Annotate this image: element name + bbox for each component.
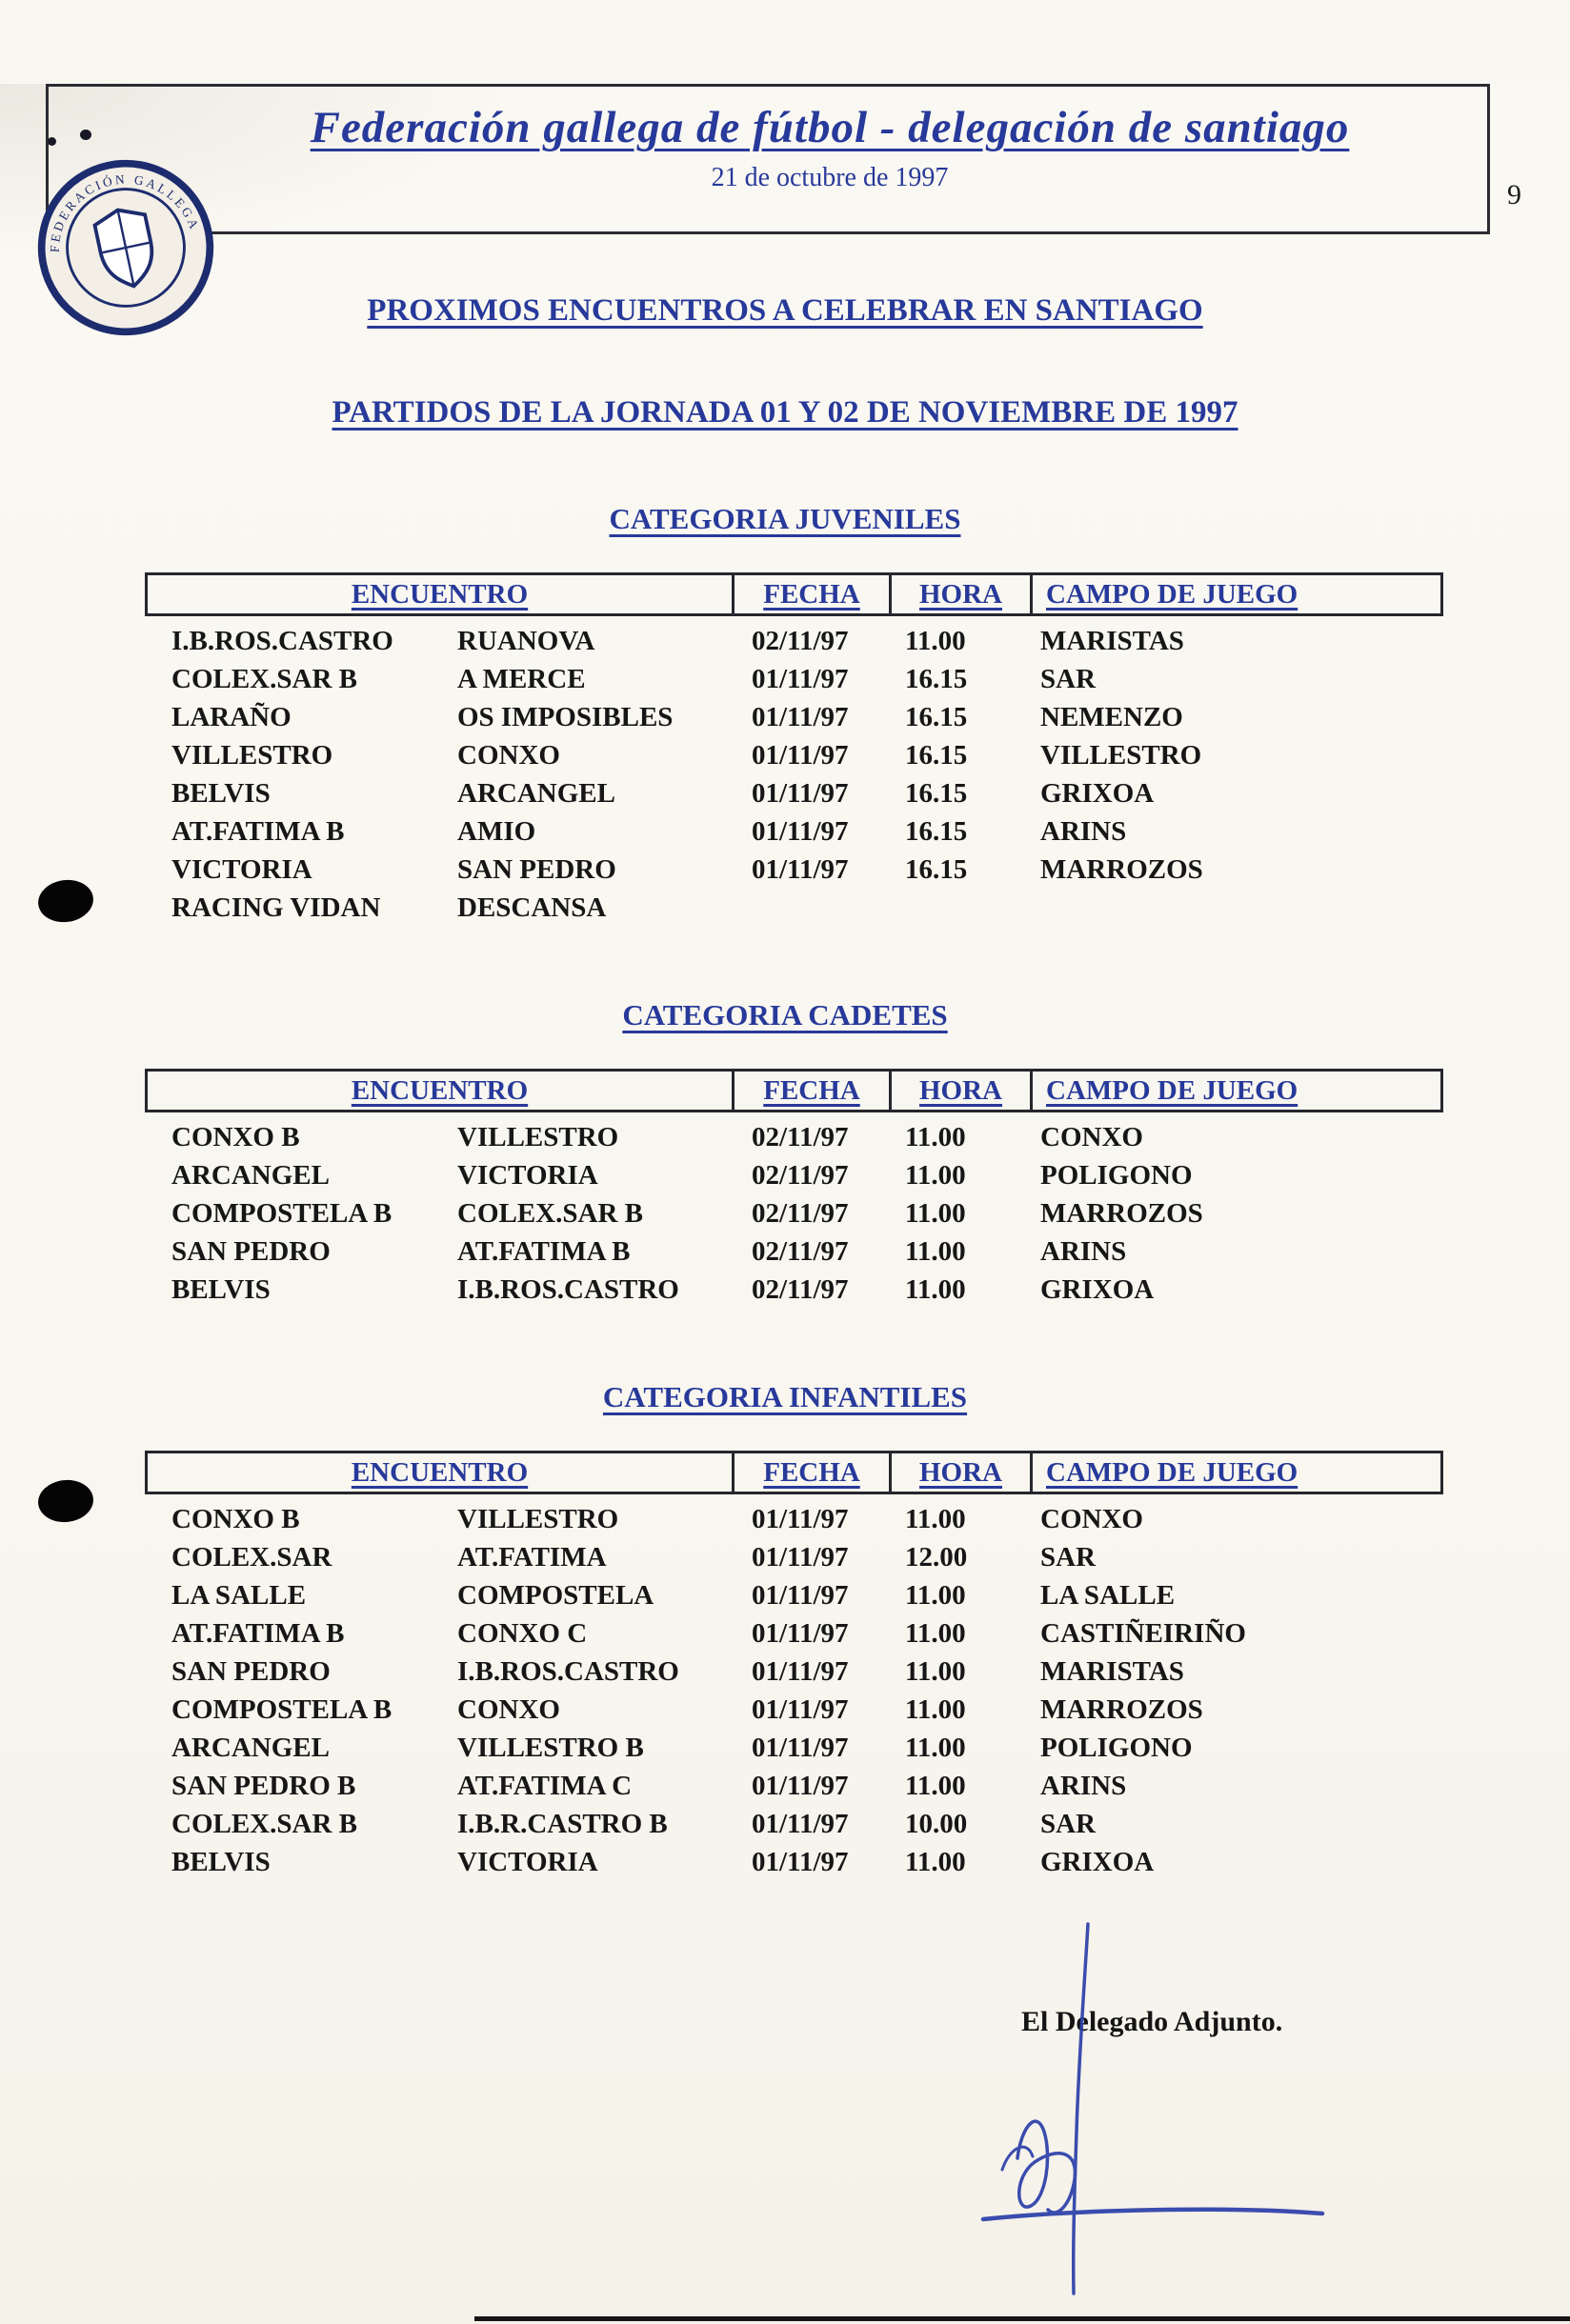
document-title: PROXIMOS ENCUENTROS A CELEBRAR EN SANTIAGO <box>367 293 1203 328</box>
org-title: Federación gallega de fútbol - delegación de santiago <box>310 103 1350 152</box>
table-row <box>145 1576 1443 1614</box>
table-cell: SAN PEDRO <box>171 1235 331 1267</box>
table-cell: SAN PEDRO <box>171 1655 331 1687</box>
table-cell: ARCANGEL <box>171 1732 330 1763</box>
table-cell: 11.00 <box>905 1732 966 1763</box>
table-cell: 02/11/97 <box>752 1159 849 1191</box>
table-cell: ARINS <box>1040 815 1127 847</box>
table-cell: VILLESTRO <box>457 1503 619 1534</box>
table-cell: RUANOVA <box>457 625 595 656</box>
table-cell: 01/11/97 <box>752 1693 849 1725</box>
table-cell: COMPOSTELA B <box>171 1197 392 1229</box>
col-header-hora: HORA <box>889 1453 1030 1492</box>
table-cell: RACING VIDAN <box>171 892 381 923</box>
table-row <box>145 1729 1443 1767</box>
table-cell: 11.00 <box>905 1503 966 1534</box>
table-cell: I.B.ROS.CASTRO <box>171 625 393 656</box>
table-cell: 01/11/97 <box>752 815 849 847</box>
table-row <box>145 889 1443 927</box>
col-header-encuentro: ENCUENTRO <box>351 578 529 610</box>
col-header-campo: CAMPO DE JUEGO <box>1030 1072 1440 1110</box>
table-row <box>145 698 1443 736</box>
table-cell: 01/11/97 <box>752 1846 849 1877</box>
table-cell: 16.15 <box>905 815 968 847</box>
table-cell: MARROZOS <box>1040 853 1203 885</box>
table-cell: AT.FATIMA B <box>457 1235 631 1267</box>
table-cell: 11.00 <box>905 1197 966 1229</box>
table-cell: 11.00 <box>905 1579 966 1611</box>
table-body <box>145 616 1443 927</box>
table-cell: AT.FATIMA <box>457 1541 607 1573</box>
table-cell: 01/11/97 <box>752 1579 849 1611</box>
table-cell: GRIXOA <box>1040 1273 1155 1305</box>
category-sections <box>0 502 1570 1881</box>
document-subtitle: PARTIDOS DE LA JORNADA 01 Y 02 DE NOVIEMBRE DE 1997 <box>332 395 1238 430</box>
table-cell: 10.00 <box>905 1808 968 1839</box>
table-cell: 16.15 <box>905 663 968 694</box>
table-cell: GRIXOA <box>1040 777 1155 809</box>
table-cell: POLIGONO <box>1040 1159 1193 1191</box>
table-cell: CONXO C <box>457 1617 588 1649</box>
table-body <box>145 1112 1443 1309</box>
table-cell: 11.00 <box>905 1655 966 1687</box>
table-cell: 11.00 <box>905 1617 966 1649</box>
table-cell: DESCANSA <box>457 892 607 923</box>
table-cell: OS IMPOSIBLES <box>457 701 674 732</box>
table-cell: 11.00 <box>905 1235 966 1267</box>
scan-edge-line <box>474 2316 1570 2321</box>
table-row <box>145 1500 1443 1538</box>
table-cell: 11.00 <box>905 1846 966 1877</box>
table-row <box>145 736 1443 774</box>
table-cell: 01/11/97 <box>752 1503 849 1534</box>
federation-stamp-icon <box>17 139 234 356</box>
logo-ring-text: FEDERACIÓN GALLEGA <box>47 171 203 253</box>
table-cell: VILLESTRO <box>457 1121 619 1152</box>
table-cell: 16.15 <box>905 777 968 809</box>
table-cell: 01/11/97 <box>752 1617 849 1649</box>
table-cell: 02/11/97 <box>752 1197 849 1229</box>
table-header-row <box>145 1069 1443 1112</box>
col-header-campo: CAMPO DE JUEGO <box>1030 575 1440 613</box>
col-header-hora: HORA <box>889 575 1030 613</box>
table-row <box>145 1271 1443 1309</box>
signature-label: El Delegado Adjunto. <box>1021 2006 1283 2037</box>
table-cell: 16.15 <box>905 701 968 732</box>
table-row <box>145 1232 1443 1271</box>
col-header-encuentro: ENCUENTRO <box>351 1456 529 1488</box>
table-row <box>145 1805 1443 1843</box>
col-header-fecha: FECHA <box>732 1072 889 1110</box>
table-cell: CONXO B <box>171 1121 300 1152</box>
table-cell: LARAÑO <box>171 701 292 732</box>
table-cell: I.B.R.CASTRO B <box>457 1808 668 1839</box>
table-cell: COLEX.SAR B <box>171 1808 357 1839</box>
table-cell: A MERCE <box>457 663 586 694</box>
table-cell: ARINS <box>1040 1235 1127 1267</box>
table-cell: MARROZOS <box>1040 1197 1203 1229</box>
category-section <box>0 998 1570 1309</box>
signature-ink <box>943 1922 1372 2298</box>
table-cell: 11.00 <box>905 1693 966 1725</box>
table-cell: VILLESTRO B <box>457 1732 644 1763</box>
signature-block <box>943 1922 1372 2298</box>
table-cell: AMIO <box>457 815 536 847</box>
table-cell: I.B.ROS.CASTRO <box>457 1273 679 1305</box>
table-body <box>145 1494 1443 1881</box>
table-row <box>145 812 1443 851</box>
table-header-row <box>145 572 1443 616</box>
table-row <box>145 622 1443 660</box>
category-section <box>0 1380 1570 1881</box>
table-cell: 01/11/97 <box>752 663 849 694</box>
table-cell: SAR <box>1040 1808 1097 1839</box>
category-section <box>0 502 1570 927</box>
table-cell: 01/11/97 <box>752 1732 849 1763</box>
table-cell: ARCANGEL <box>171 1159 330 1191</box>
table-row <box>145 1691 1443 1729</box>
table-cell: 01/11/97 <box>752 1541 849 1573</box>
table-cell: SAN PEDRO <box>457 853 616 885</box>
table-row <box>145 1767 1443 1805</box>
table-cell: 01/11/97 <box>752 1655 849 1687</box>
table-cell: 11.00 <box>905 625 966 656</box>
table-cell: AT.FATIMA C <box>457 1770 633 1801</box>
ink-speck <box>80 130 91 140</box>
ink-speck <box>48 137 56 146</box>
table-cell: LA SALLE <box>171 1579 307 1611</box>
table-cell: COLEX.SAR B <box>457 1197 643 1229</box>
table-row <box>145 1843 1443 1881</box>
table-row <box>145 660 1443 698</box>
table-cell: 01/11/97 <box>752 1770 849 1801</box>
table-cell: 02/11/97 <box>752 1235 849 1267</box>
table-cell: VILLESTRO <box>1040 739 1202 771</box>
table-row <box>145 1118 1443 1156</box>
table-cell: VILLESTRO <box>171 739 333 771</box>
header-box <box>46 84 1490 234</box>
table-cell: COLEX.SAR B <box>171 663 357 694</box>
table-cell: VICTORIA <box>171 853 312 885</box>
fixtures-table <box>145 1451 1443 1881</box>
table-row <box>145 1614 1443 1653</box>
table-row <box>145 774 1443 812</box>
table-cell: CASTIÑEIRIÑO <box>1040 1617 1246 1649</box>
table-cell: CONXO <box>1040 1121 1143 1152</box>
section-title: CATEGORIA JUVENILES <box>609 502 961 535</box>
table-cell: POLIGONO <box>1040 1732 1193 1763</box>
table-cell: 11.00 <box>905 1121 966 1152</box>
table-cell: 01/11/97 <box>752 701 849 732</box>
table-row <box>145 1194 1443 1232</box>
table-cell: BELVIS <box>171 1846 271 1877</box>
table-row <box>145 1538 1443 1576</box>
table-row <box>145 851 1443 889</box>
col-header-fecha: FECHA <box>732 1453 889 1492</box>
table-row <box>145 1653 1443 1691</box>
header-date: 21 de octubre de 1997 <box>711 163 949 192</box>
table-cell: BELVIS <box>171 777 271 809</box>
table-cell: 01/11/97 <box>752 739 849 771</box>
table-cell: CONXO <box>457 739 560 771</box>
section-title: CATEGORIA INFANTILES <box>602 1380 968 1413</box>
table-cell: CONXO <box>1040 1503 1143 1534</box>
table-cell: CONXO B <box>171 1503 300 1534</box>
fixtures-table <box>145 1069 1443 1309</box>
table-cell: 11.00 <box>905 1159 966 1191</box>
table-cell: 11.00 <box>905 1770 966 1801</box>
table-cell: NEMENZO <box>1040 701 1183 732</box>
table-cell: 01/11/97 <box>752 853 849 885</box>
table-cell: 02/11/97 <box>752 1273 849 1305</box>
table-cell: 12.00 <box>905 1541 968 1573</box>
page-number: 9 <box>1507 179 1521 210</box>
table-cell: 02/11/97 <box>752 625 849 656</box>
table-cell: COMPOSTELA B <box>171 1693 392 1725</box>
table-cell: 16.15 <box>905 739 968 771</box>
col-header-campo: CAMPO DE JUEGO <box>1030 1453 1440 1492</box>
col-header-hora: HORA <box>889 1072 1030 1110</box>
fixtures-table <box>145 572 1443 927</box>
col-header-encuentro: ENCUENTRO <box>351 1074 529 1106</box>
table-cell: 01/11/97 <box>752 777 849 809</box>
table-cell: 16.15 <box>905 853 968 885</box>
table-cell: SAR <box>1040 1541 1097 1573</box>
table-cell: VICTORIA <box>457 1159 598 1191</box>
table-cell: BELVIS <box>171 1273 271 1305</box>
table-cell: MARISTAS <box>1040 1655 1184 1687</box>
table-cell: MARROZOS <box>1040 1693 1203 1725</box>
table-cell: AT.FATIMA B <box>171 815 345 847</box>
table-cell: COMPOSTELA <box>457 1579 654 1611</box>
table-cell: 01/11/97 <box>752 1808 849 1839</box>
col-header-fecha: FECHA <box>732 575 889 613</box>
table-cell: SAR <box>1040 663 1097 694</box>
table-cell: ARINS <box>1040 1770 1127 1801</box>
table-cell: I.B.ROS.CASTRO <box>457 1655 679 1687</box>
table-cell: 11.00 <box>905 1273 966 1305</box>
table-header-row <box>145 1451 1443 1494</box>
table-cell: CONXO <box>457 1693 560 1725</box>
table-row <box>145 1156 1443 1194</box>
table-cell: ARCANGEL <box>457 777 615 809</box>
table-cell: AT.FATIMA B <box>171 1617 345 1649</box>
table-cell: LA SALLE <box>1040 1579 1176 1611</box>
page <box>0 84 1570 2324</box>
table-cell: SAN PEDRO B <box>171 1770 356 1801</box>
table-cell: 02/11/97 <box>752 1121 849 1152</box>
table-cell: VICTORIA <box>457 1846 598 1877</box>
section-title: CATEGORIA CADETES <box>622 998 948 1032</box>
table-cell: COLEX.SAR <box>171 1541 332 1573</box>
table-cell: GRIXOA <box>1040 1846 1155 1877</box>
table-cell: MARISTAS <box>1040 625 1184 656</box>
